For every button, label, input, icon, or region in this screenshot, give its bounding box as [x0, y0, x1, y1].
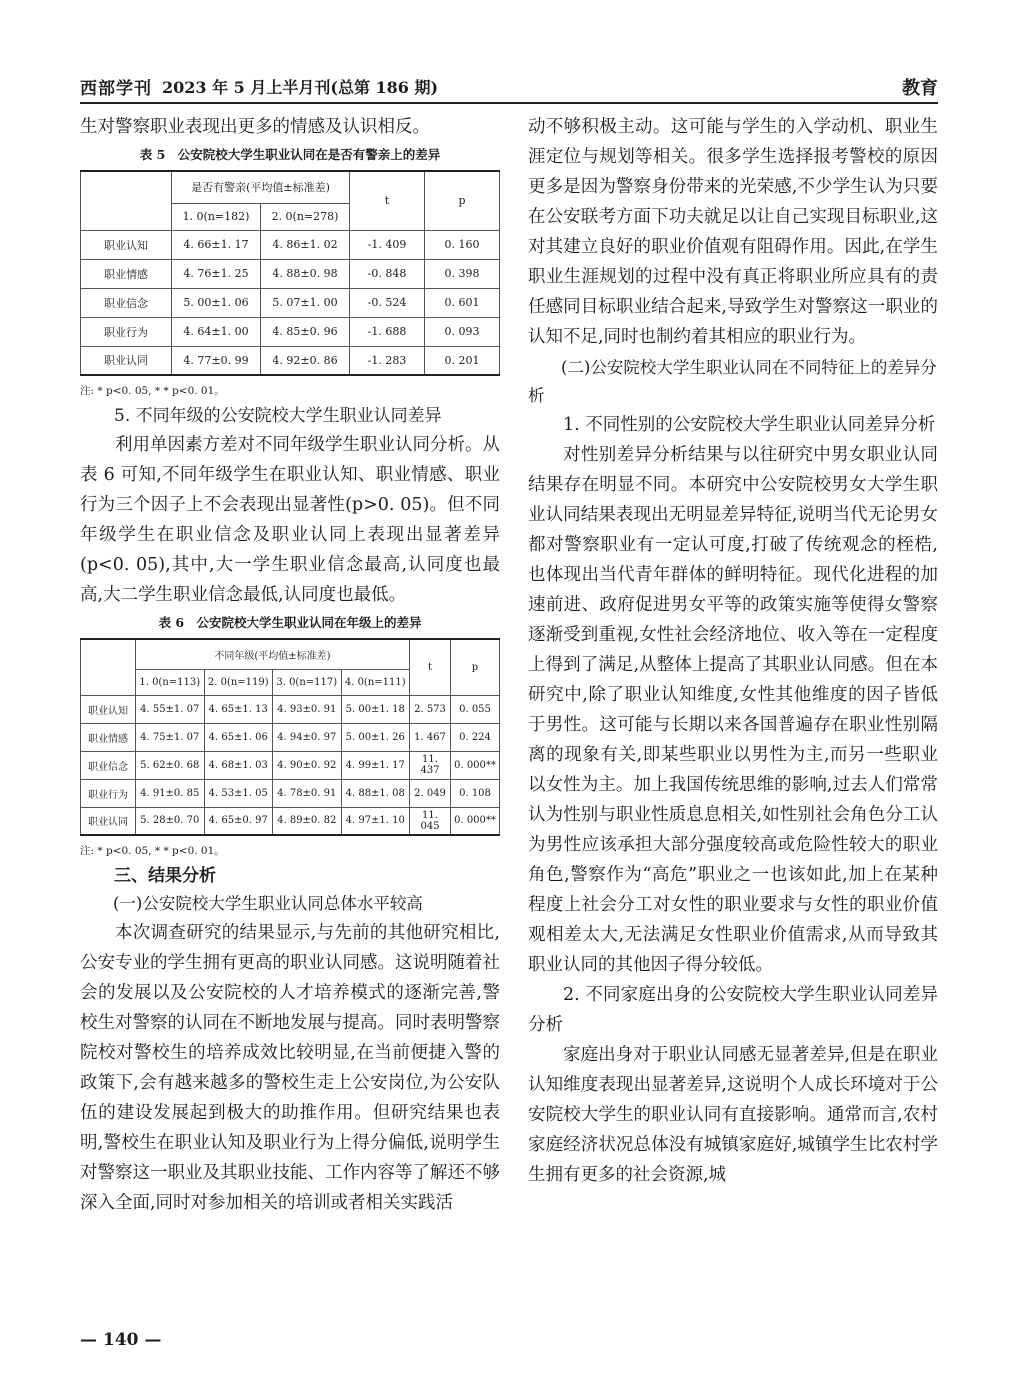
table-5 — [80, 170, 500, 376]
cell: 11. 437 — [410, 751, 451, 779]
cell: 4. 89±0. 82 — [273, 807, 342, 835]
cell: 4. 76±1. 25 — [172, 259, 261, 288]
cell: 5. 00±1. 26 — [341, 723, 410, 751]
cell: 4. 77±0. 99 — [172, 346, 261, 375]
cell: 4. 88±1. 08 — [341, 779, 410, 807]
col-header: 2. 0(n=278) — [261, 203, 350, 230]
cell: 11. 045 — [410, 807, 451, 835]
table-note: 注: * p<0. 05, * * p<0. 01。 — [80, 385, 225, 397]
p-header: p — [451, 639, 500, 695]
cell: 0. 108 — [451, 779, 500, 807]
row-label: 职业认知 — [81, 230, 172, 259]
cell: 2. 049 — [410, 779, 451, 807]
group-header: 不同年级(平均值±标准差) — [136, 639, 410, 669]
right-column — [528, 112, 938, 1190]
table-corner — [81, 639, 136, 695]
col-header: 3. 0(n=117) — [273, 669, 342, 695]
journal-logo: 西部学刊 — [80, 79, 152, 99]
table-corner — [81, 171, 172, 230]
row-label: 职业情感 — [81, 259, 172, 288]
paragraph: 利用单因素方差对不同年级学生职业认同分析。从表 6 可知,不同年级学生在职业认知、职业情感、职业行为三个因子上不会表现出显著性(p>0. 05)。但不同年级学生在职业信念及职业认同上表现出显著差异(p<0. 05),其中,大一学生职业信念最高,认同度也最高,大二学生职业信念最低,认同度也最低。 — [80, 435, 500, 605]
paragraph: 对性别差异分析结果与以往研究中男女职业认同结果存在明显不同。本研究中公安院校男女大学生职业认同结果表现出无明显差异特征,说明当代无论男女都对警察职业有一定认可度,打破了传统观念的桎梏,也体现出当代青年群体的鲜明特征。现代化进程的加速前进、政府促进男女平等的政策实施等使得女警察逐渐受到重视,女性社会经济地位、收入等在一定程度上得到了满足,从整体上提高了其职业认同感。但在本研究中,除了职业认知维度,女性其他维度的因子皆低于男性。这可能与长期以来各国普遍存在职业性别隔离的现象有关,即某些职业以男性为主,而另一些职业以女性为主。加上我国传统思维的影响,过去人们常常认为性别与职业性质息息相关,如性别社会角色分工认为男性应该承担大部分强度较高或危险性较大的职业角色,警察作为“高危”职业之一也该如此,加上在某种程度上社会分工对女性的职业要求与女性的职业价值观相差太大,无法满足女性职业价值需求,从而导致其职业认同的其他因子得分较低。 — [528, 445, 938, 975]
cell: 4. 78±0. 91 — [273, 779, 342, 807]
paragraph: 生对警察职业表现出更多的情感及认识相反。 — [80, 117, 430, 137]
issue-info: 2023 年 5 月上半月刊(总第 186 期) — [162, 78, 439, 97]
t-header: t — [350, 171, 425, 230]
cell: 4. 66±1. 17 — [172, 230, 261, 259]
paragraph: 本次调查研究的结果显示,与先前的其他研究相比,公安专业的学生拥有更高的职业认同感。这说明随着社会的发展以及公安院校的人才培养模式的逐渐完善,警校生对警察的认同在不断地发展与提高。同时表明警察院校对警校生的培养成效比较明显,在当前便捷入警的政策下,会有越来越多的警校生走上公安岗位,为公安队伍的建设发展起到极大的助推作用。但研究结果也表明,警校生在职业认知及职业行为上得分偏低,说明学生对警察这一职业及其职业技能、工作内容等了解还不够深入全面,同时对参加相关的培训或者相关实践活 — [80, 923, 500, 1213]
cell: 4. 94±0. 97 — [273, 723, 342, 751]
table-row — [81, 723, 500, 751]
table-row — [81, 346, 500, 375]
cell: 0. 601 — [425, 288, 500, 317]
row-label: 职业信念 — [81, 751, 136, 779]
table-row — [81, 288, 500, 317]
cell: 4. 55±1. 07 — [136, 695, 205, 723]
cell: 0. 224 — [451, 723, 500, 751]
col-header: 1. 0(n=182) — [172, 203, 261, 230]
col-header: 4. 0(n=111) — [341, 669, 410, 695]
table-row — [81, 259, 500, 288]
cell: 4. 88±0. 98 — [261, 259, 350, 288]
cell: 4. 97±1. 10 — [341, 807, 410, 835]
cell: 5. 00±1. 18 — [341, 695, 410, 723]
row-label: 职业情感 — [81, 723, 136, 751]
table-row — [81, 317, 500, 346]
cell: 0. 000** — [451, 751, 500, 779]
cell: 4. 53±1. 05 — [204, 779, 273, 807]
subsection-heading: 2. 不同家庭出身的公安院校大学生职业认同差异分析 — [528, 985, 938, 1035]
table-row — [81, 779, 500, 807]
cell: 4. 92±0. 86 — [261, 346, 350, 375]
cell: 4. 65±0. 97 — [204, 807, 273, 835]
row-label: 职业认同 — [81, 807, 136, 835]
table-6 — [80, 638, 500, 836]
cell: 4. 64±1. 00 — [172, 317, 261, 346]
table-caption: 表 5 公安院校大学生职业认同在是否有警亲上的差异 — [139, 147, 441, 162]
cell: 0. 398 — [425, 259, 500, 288]
col-header: 1. 0(n=113) — [136, 669, 205, 695]
cell: 5. 00±1. 06 — [172, 288, 261, 317]
table-row — [81, 695, 500, 723]
cell: 4. 99±1. 17 — [341, 751, 410, 779]
cell: 4. 86±1. 02 — [261, 230, 350, 259]
cell: 0. 093 — [425, 317, 500, 346]
cell: 4. 93±0. 91 — [273, 695, 342, 723]
cell: 0. 055 — [451, 695, 500, 723]
section-label: 教育 — [902, 78, 938, 99]
row-label: 职业行为 — [81, 317, 172, 346]
p-header: p — [425, 171, 500, 230]
cell: 5. 28±0. 70 — [136, 807, 205, 835]
cell: -0. 524 — [350, 288, 425, 317]
table-caption: 表 6 公安院校大学生职业认同在年级上的差异 — [158, 615, 422, 630]
row-label: 职业信念 — [81, 288, 172, 317]
paragraph: 动不够积极主动。这可能与学生的入学动机、职业生涯定位与规划等相关。很多学生选择报考警校的原因更多是因为警察身份带来的光荣感,不少学生认为只要在公安联考方面下功夫就足以让自己实现目标职业,这对其建立良好的职业价值观有阻碍作用。因此,在学生职业生涯规划的过程中没有真正将职业所应具有的责任感同目标职业结合起来,导致学生对警察这一职业的认知不足,同时也制约着其相应的职业行为。 — [528, 117, 938, 347]
cell: 4. 85±0. 96 — [261, 317, 350, 346]
subsection-heading: 5. 不同年级的公安院校大学生职业认同差异 — [114, 406, 442, 426]
cell: 0. 201 — [425, 346, 500, 375]
cell: 0. 000** — [451, 807, 500, 835]
row-label: 职业认同 — [81, 346, 172, 375]
section-heading: 三、结果分析 — [114, 866, 216, 886]
cell: 4. 68±1. 03 — [204, 751, 273, 779]
cell: 4. 65±1. 06 — [204, 723, 273, 751]
header-rule — [80, 102, 938, 104]
cell: 5. 07±1. 00 — [261, 288, 350, 317]
left-column — [80, 112, 500, 1218]
cell: 0. 160 — [425, 230, 500, 259]
cell: 4. 90±0. 92 — [273, 751, 342, 779]
cell: -1. 409 — [350, 230, 425, 259]
cell: 4. 75±1. 07 — [136, 723, 205, 751]
page-number: — 140 — — [80, 1330, 162, 1350]
cell: 1. 467 — [410, 723, 451, 751]
cell: -0. 848 — [350, 259, 425, 288]
col-header: 2. 0(n=119) — [204, 669, 273, 695]
paragraph: 家庭出身对于职业认同感无显著差异,但是在职业认知维度表现出显著差异,这说明个人成长环境对于公安院校大学生的职业认同有直接影响。通常而言,农村家庭经济状况总体没有城镇家庭好,城镇学生比农村学生拥有更多的社会资源,城 — [528, 1045, 938, 1185]
page-header — [80, 74, 938, 102]
group-header: 是否有警亲(平均值±标准差) — [172, 171, 350, 203]
cell: 5. 62±0. 68 — [136, 751, 205, 779]
cell: 4. 91±0. 85 — [136, 779, 205, 807]
cell: 4. 65±1. 13 — [204, 695, 273, 723]
table-row — [81, 230, 500, 259]
t-header: t — [410, 639, 451, 695]
subsection-heading: (一)公安院校大学生职业认同总体水平较高 — [113, 894, 423, 913]
row-label: 职业认知 — [81, 695, 136, 723]
table-note: 注: * p<0. 05, * * p<0. 01。 — [80, 845, 225, 857]
table-row — [81, 751, 500, 779]
cell: -1. 283 — [350, 346, 425, 375]
row-label: 职业行为 — [81, 779, 136, 807]
cell: 2. 573 — [410, 695, 451, 723]
subsection-heading: 1. 不同性别的公安院校大学生职业认同差异分析 — [563, 415, 936, 435]
cell: -1. 688 — [350, 317, 425, 346]
table-row — [81, 807, 500, 835]
subsection-heading: (二)公安院校大学生职业认同在不同特征上的差异分析 — [528, 358, 937, 405]
